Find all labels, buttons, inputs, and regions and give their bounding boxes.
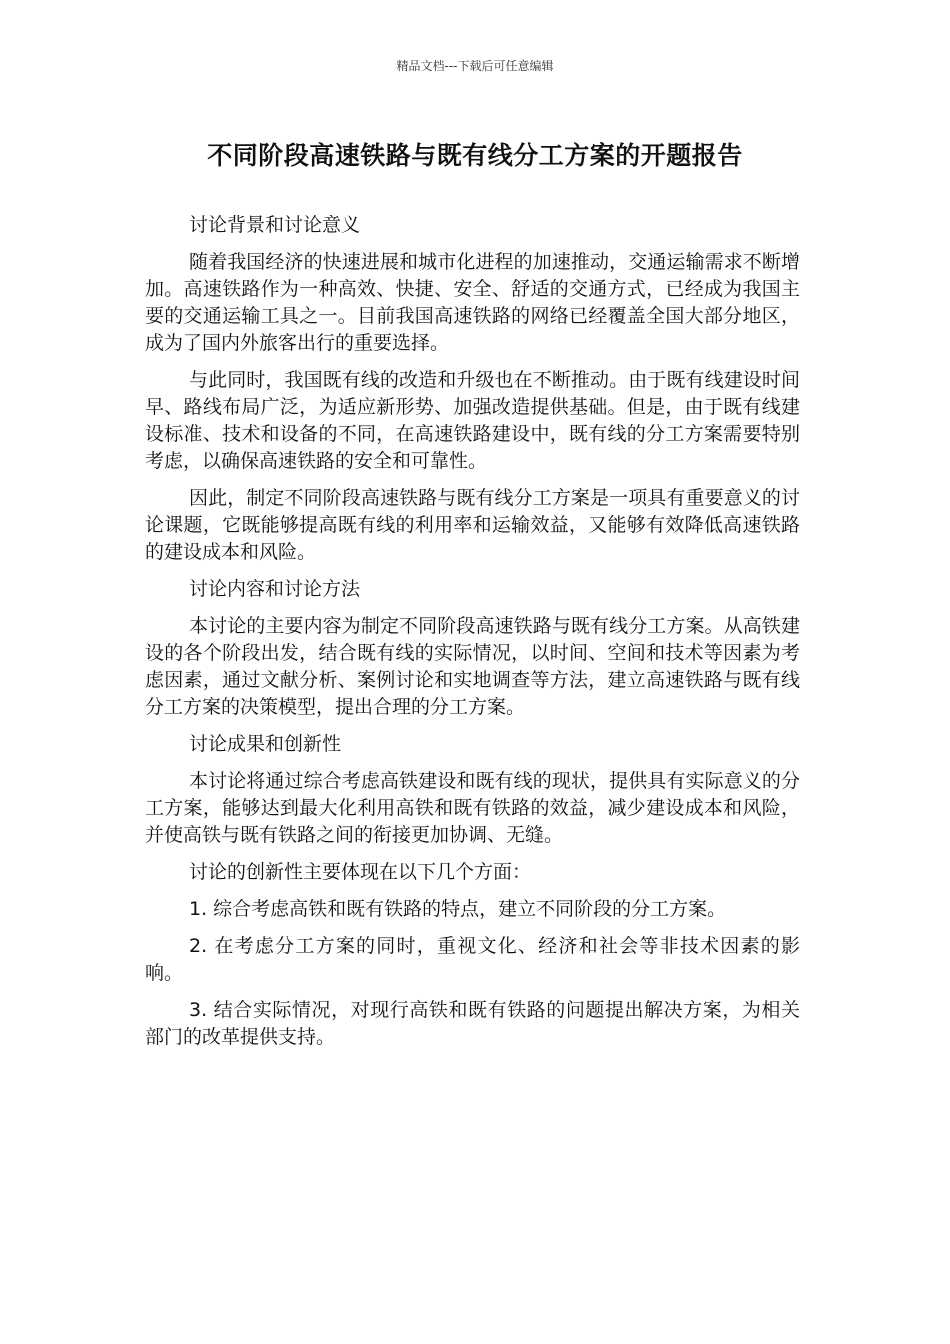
- paragraph-innovation-intro: 讨论的创新性主要体现在以下几个方面：: [189, 861, 532, 883]
- paragraph-significance: 因此，制定不同阶段高速铁路与既有线分工方案是一项具有重要意义的讨论课题，它既能够提高既有线的利用率和运输效益，又能够有效降低高速铁路的建设成本和风险。: [145, 487, 800, 563]
- section-heading-background: 讨论背景和讨论意义: [189, 214, 361, 236]
- section-heading-results: 讨论成果和创新性: [189, 733, 342, 755]
- document-body: [145, 212, 800, 1061]
- list-item-innovation-3: 3. 结合实际情况，对现行高铁和既有铁路的问题提出解决方案，为相关部门的改革提供支持。: [145, 999, 800, 1048]
- paragraph-existing-lines: 与此同时，我国既有线的改造和升级也在不断推动。由于既有线建设时间早、路线布局广泛，为适应新形势、加强改造提供基础。但是，由于既有线建设标准、技术和设备的不同，在高速铁路建设中，既有线的分工方案需要特别考虑，以确保高速铁路的安全和可靠性。: [145, 369, 800, 472]
- paragraph-results: 本讨论将通过综合考虑高铁建设和既有线的现状，提供具有实际意义的分工方案，能够达到最大化利用高铁和既有铁路的效益，减少建设成本和风险，并使高铁与既有铁路之间的衔接更加协调、无缝。: [145, 770, 800, 846]
- section-heading-content-method: 讨论内容和讨论方法: [189, 578, 361, 600]
- paragraph-background: 随着我国经济的快速进展和城市化进程的加速推动，交通运输需求不断增加。高速铁路作为一种高效、快捷、安全、舒适的交通方式，已经成为我国主要的交通运输工具之一。目前我国高速铁路的网络已经覆盖全国大部分地区，成为了国内外旅客出行的重要选择。: [145, 251, 800, 354]
- list-item-innovation-1: 1. 综合考虑高铁和既有铁路的特点，建立不同阶段的分工方案。: [189, 898, 727, 920]
- document-title: 不同阶段高速铁路与既有线分工方案的开题报告: [207, 141, 743, 170]
- paragraph-content-method: 本讨论的主要内容为制定不同阶段高速铁路与既有线分工方案。从高铁建设的各个阶段出发，结合既有线的实际情况，以时间、空间和技术等因素为考虑因素，通过文献分析、案例讨论和实地调查等方法，建立高速铁路与既有线分工方案的决策模型，提出合理的分工方案。: [145, 615, 800, 718]
- list-item-innovation-2: 2. 在考虑分工方案的同时，重视文化、经济和社会等非技术因素的影响。: [145, 935, 800, 984]
- header-note: 精品文档---下载后可任意编辑: [396, 59, 554, 73]
